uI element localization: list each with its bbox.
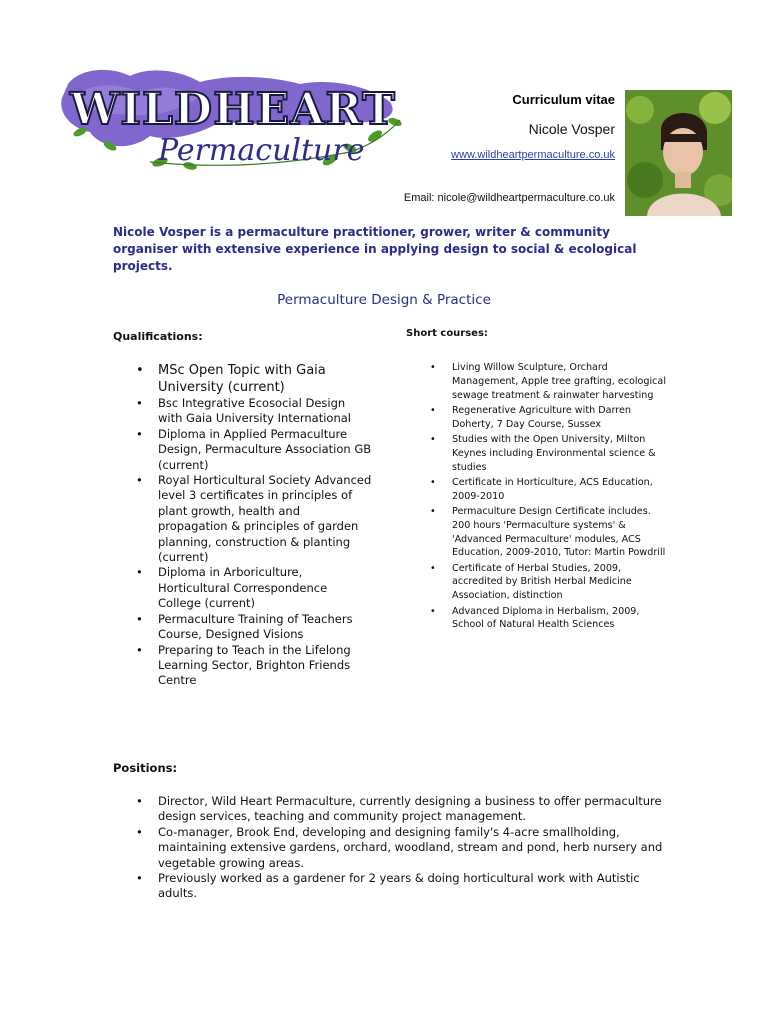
list-item: • Co-manager, Brook End, developing and designing family's 4-acre smallholding, maintaining extensive gardens, orchard, woodland, stream and pond, herb nursery and vegetable growing areas. xyxy=(132,825,672,871)
positions-list xyxy=(132,794,672,902)
intro-summary: Nicole Vosper is a permaculture practitioner, grower, writer & community organiser with extensive experience in applying design to social & ecological projects. xyxy=(113,225,637,273)
list-item: • Director, Wild Heart Permaculture, currently designing a business to offer permaculture design services, teaching and community project management. xyxy=(132,794,672,825)
list-item: • Previously worked as a gardener for 2 years & doing horticultural work with Autistic adults. xyxy=(132,871,672,902)
list-item: • Bsc Integrative Ecosocial Design with Gaia University International xyxy=(132,396,372,427)
header-info xyxy=(451,92,615,161)
list-item: • MSc Open Topic with Gaia University (current) xyxy=(132,362,372,396)
list-item: • Permaculture Design Certificate includes. 200 hours 'Permaculture systems' & 'Advanced Permaculture' modules, ACS Education, 2009-2010, Tutor: Martin Powdrill xyxy=(426,505,666,560)
list-item: • Certificate of Herbal Studies, 2009, accredited by British Herbal Medicine Association, distinction xyxy=(426,562,666,603)
cv-title: Curriculum vitae xyxy=(512,92,615,107)
short-courses-heading: Short courses: xyxy=(406,328,488,339)
person-name: Nicole Vosper xyxy=(528,121,615,137)
list-item: • Diploma in Arboriculture, Horticultural Correspondence College (current) xyxy=(132,565,372,611)
list-item: • Preparing to Teach in the Lifelong Learning Sector, Brighton Friends Centre xyxy=(132,643,372,689)
list-item: • Certificate in Horticulture, ACS Education, 2009-2010 xyxy=(426,476,666,504)
qualifications-list xyxy=(132,362,372,689)
list-item: • Regenerative Agriculture with Darren Doherty, 7 Day Course, Sussex xyxy=(426,404,666,432)
logo-sub-text: Permaculture xyxy=(158,133,365,168)
qualifications-heading: Qualifications: xyxy=(113,330,203,343)
list-item: • Studies with the Open University, Milton Keynes including Environmental science & studies xyxy=(426,433,666,474)
logo-main-text: WILDHEART xyxy=(70,84,396,135)
list-item: • Diploma in Applied Permaculture Design, Permaculture Association GB (current) xyxy=(132,427,372,473)
wildheart-logo xyxy=(50,62,410,174)
list-item: • Permaculture Training of Teachers Course, Designed Visions xyxy=(132,612,372,643)
short-courses-list xyxy=(426,361,666,634)
website-link[interactable]: www.wildheartpermaculture.co.uk xyxy=(451,149,615,161)
list-item: • Royal Horticultural Society Advanced level 3 certificates in principles of plant growth, health and propagation & principles of garden planning, construction & planting (current) xyxy=(132,473,372,565)
portrait-photo xyxy=(625,90,732,216)
section-title: Permaculture Design & Practice xyxy=(277,292,491,308)
list-item: • Advanced Diploma in Herbalism, 2009, School of Natural Health Sciences xyxy=(426,605,666,633)
list-item: • Living Willow Sculpture, Orchard Management, Apple tree grafting, ecological sewage treatment & rainwater harvesting xyxy=(426,361,666,402)
email-address: Email: nicole@wildheartpermaculture.co.uk xyxy=(403,192,615,204)
positions-heading: Positions: xyxy=(113,761,178,775)
